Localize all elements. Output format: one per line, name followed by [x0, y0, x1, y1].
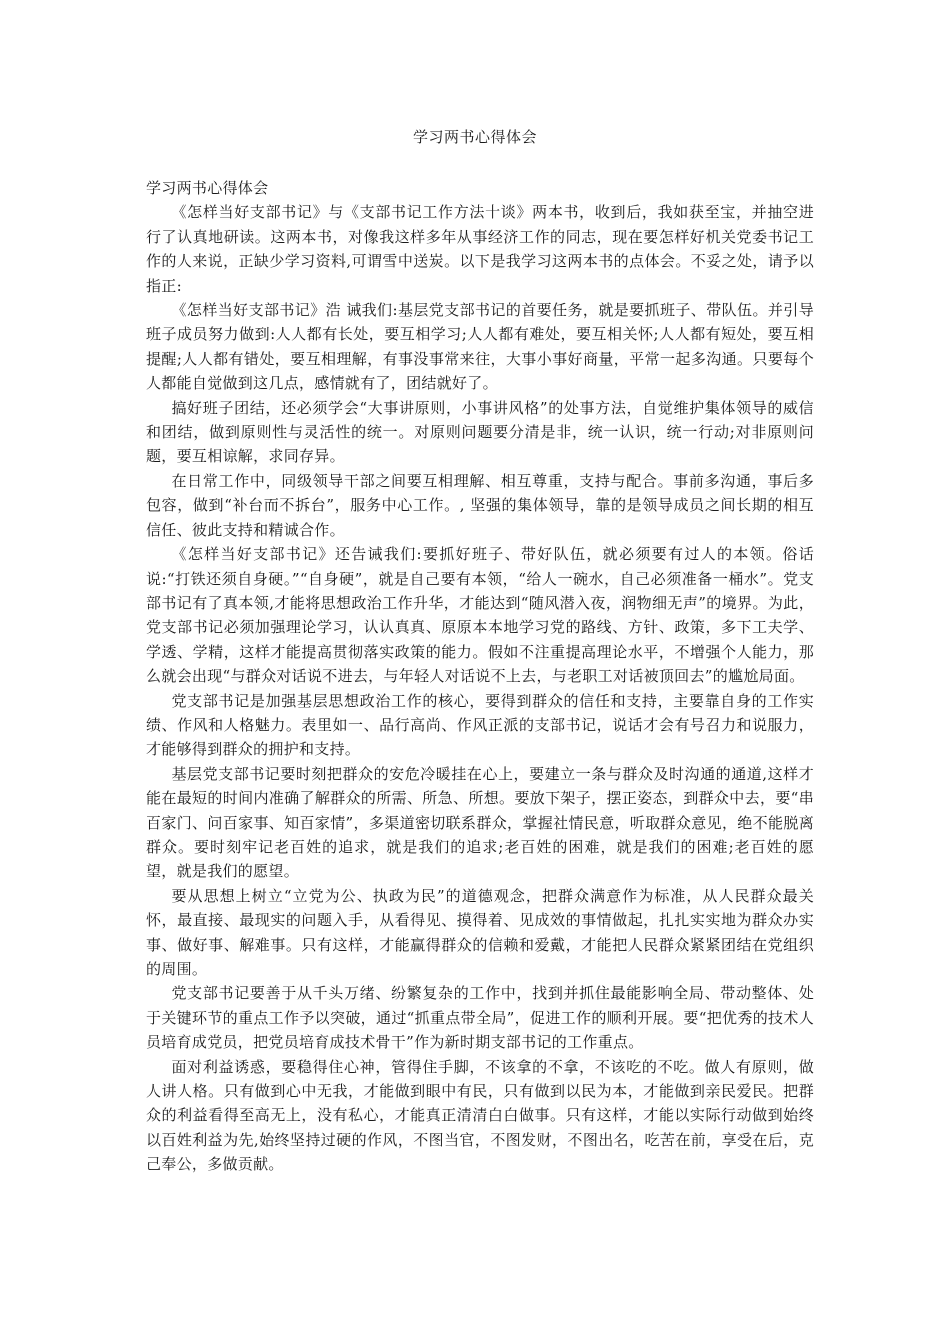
paragraph: 《怎样当好支部书记》与《支部书记工作方法十谈》两本书，收到后，我如获至宝，并抽空进行了认真地研读。这两本书，对像我这样多年从事经济工作的同志，现在要怎样好机关党委书记工作的人来说，正缺少学习资料,可谓雪中送炭。以下是我学习这两本书的点体会。不妥之处，请予以指正: — [146, 203, 814, 295]
paragraph: 在日常工作中，同级领导干部之间要互相理解、相互尊重，支持与配合。事前多沟通，事后多包容，做到“补台而不拆台”，服务中心工作。, 坚强的集体领导，靠的是领导成员之间长期的相互信任、彼此支持和精诚合作。 — [146, 471, 814, 539]
paragraph: 面对利益诱惑，要稳得住心神，管得住手脚，不该拿的不拿，不该吃的不吃。做人有原则，做人讲人格。只有做到心中无我，才能做到眼中有民，只有做到以民为本，才能做到亲民爱民。把群众的利益看得至高无上，没有私心，才能真正清清白白做事。只有这样，才能以实际行动做到始终以百姓利益为先,始终坚持过硬的作风，不图当官，不图发财，不图出名，吃苦在前，享受在后，克己奉公，多做贡献。 — [146, 1057, 814, 1174]
paragraph: 《怎样当好支部书记》还告诫我们:要抓好班子、带好队伍，就必须要有过人的本领。俗话说:“打铁还须自身硬。”“自身硬”，就是自己要有本领，“给人一碗水，自己必须准备一桶水”。党支部书记有了真本领,才能将思想政治工作升华，才能达到“随风潜入夜，润物细无声”的境界。为此，党支部书记必须加强理论学习，认认真真、原原本本地学习党的路线、方针、政策，多下工夫学、学透、学精，这样才能提高贯彻落实政策的能力。假如不注重提高理论水平，不增强个人能力，那么就会出现“与群众对话说不进去，与年轻人对话说不上去，与老职工对话被顶回去”的尴尬局面。 — [146, 545, 814, 686]
paragraph: 搞好班子团结，还必须学会“大事讲原则，小事讲风格”的处事方法，自觉维护集体领导的威信和团结，做到原则性与灵活性的统一。对原则问题要分清是非，统一认识，统一行动;对非原则问题，要互相谅解，求同存异。 — [146, 398, 814, 466]
document-title: 学习两书心得体会 — [412, 128, 537, 146]
document-heading: 学习两书心得体会 — [146, 179, 269, 197]
paragraph: 基层党支部书记要时刻把群众的安危冷暖挂在心上，要建立一条与群众及时沟通的通道,这样才能在最短的时间内准确了解群众的所需、所急、所想。要放下架子，摆正姿态，到群众中去，要“串百家门、问百家事、知百家情”，多渠道密切联系群众，掌握社情民意，听取群众意见，绝不能脱离群众。要时刻牢记老百姓的追求，就是我们的追求;老百姓的困难，就是我们的困难;老百姓的愿望，就是我们的愿望。 — [146, 764, 814, 881]
document-body — [146, 176, 814, 1177]
paragraph: 党支部书记要善于从千头万绪、纷繁复杂的工作中，找到并抓住最能影响全局、带动整体、处于关键环节的重点工作予以突破，通过“抓重点带全局”，促进工作的顺利开展。要“把优秀的技术人员培育成党员，把党员培育成技术骨干”作为新时期支部书记的工作重点。 — [146, 984, 814, 1052]
paragraph: 要从思想上树立“立党为公、执政为民”的道德观念，把群众满意作为标准，从人民群众最关怀，最直接、最现实的问题入手，从看得见、摸得着、见成效的事情做起，扎扎实实地为群众办实事、做好事、解难事。只有这样，才能赢得群众的信赖和爱戴，才能把人民群众紧紧团结在党组织的周围。 — [146, 886, 814, 978]
paragraph: 党支部书记是加强基层思想政治工作的核心，要得到群众的信任和支持，主要靠自身的工作实绩、作风和人格魅力。表里如一、品行高尚、作风正派的支部书记，说话才会有号召力和说服力，才能够得到群众的拥护和支持。 — [146, 691, 814, 759]
paragraph: 《怎样当好支部书记》浩 诫我们:基层党支部书记的首要任务，就是要抓班子、带队伍。并引导班子成员努力做到:人人都有长处，要互相学习;人人都有难处，要互相关怀;人人都有短处，要互相提醒;人人都有错处，要互相理解，有事没事常来往，大事小事好商量，平常一起多沟通。只要每个人都能自觉做到这几点，感情就有了，团结就好了。 — [146, 301, 814, 393]
